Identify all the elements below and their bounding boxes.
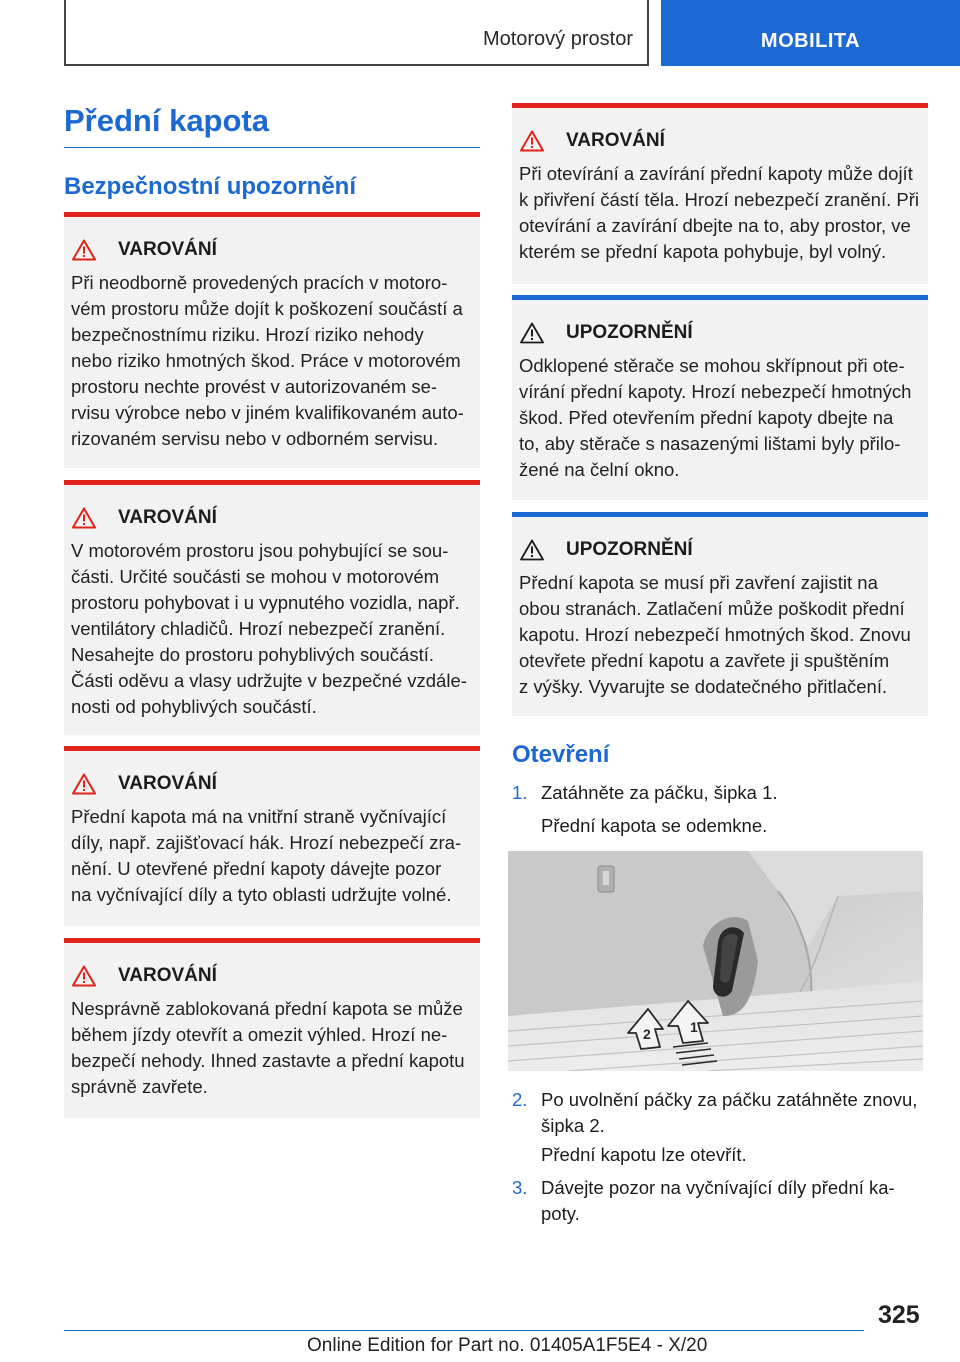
warning-label: VAROVÁNÍ — [118, 965, 217, 986]
page-number: 325 — [878, 1301, 920, 1329]
warning-label: VAROVÁNÍ — [566, 130, 665, 151]
step-number: 1. — [512, 782, 528, 803]
warning-text: Nesprávně zablokovaná přední kapota se může během jízdy otevřít a omezit výhled. Hrozí ne- bezpečí nehody. Ihned zastavte a přední kapotu správně zavřete. — [71, 998, 465, 1097]
warning-box — [64, 480, 480, 735]
step-item — [512, 780, 928, 806]
header-section-label: Motorový prostor — [482, 28, 633, 50]
caution-triangle-icon — [520, 539, 544, 561]
warning-box — [64, 212, 480, 468]
warning-text: Při neodborně provedených pracích v motoro- vém prostoru může dojít k poškození součástí a bezpečnostnímu riziku. Hrozí riziko nehody nebo riziko hmotných škod. Práce v motorovém prostoru nechte provést v autorizovaném se- rvisu výrobce nebo v jiném kvalifikovaném auto- rizovaném servisu nebo v odborném servisu. — [71, 272, 464, 449]
warning-triangle-icon — [72, 773, 96, 795]
footer-edition: Online Edition for Part no. 01405A1F5E4 - X/20 — [307, 1335, 708, 1356]
warning-triangle-icon — [72, 965, 96, 987]
warning-triangle-icon — [520, 130, 544, 152]
caution-box — [512, 295, 928, 500]
warning-text: Přední kapota má na vnitřní straně vyčnívající díly, např. zajišťovací hák. Hrozí nebezpečí zra- nění. U otevřené přední kapoty dávejte pozor na vyčnívající díly a tyto oblasti udržujte volné. — [71, 806, 462, 905]
warning-text: Při otevírání a zavírání přední kapoty může dojít k přivření částí těla. Hrozí nebezpečí zranění. Při otevírání a zavírání dbejte na to, aby prostor, ve kterém se přední kapota pohybuje, byl volný. — [519, 163, 919, 262]
warning-title — [72, 237, 217, 263]
warning-title — [72, 505, 217, 531]
warning-box — [512, 103, 928, 284]
step-text: Zatáhněte za páčku, šipka 1. — [541, 782, 778, 803]
warning-box — [64, 746, 480, 926]
warning-label: VAROVÁNÍ — [118, 507, 217, 528]
caution-title — [520, 537, 693, 563]
caution-text: Odklopené stěrače se mohou skřípnout při ote- vírání přední kapoty. Hrozí nebezpečí hmotných škod. Před otevřením přední kapoty dbejte na to, aby stěrače s nasazenými lištami byly přilo- žené na čelní okno. — [519, 355, 912, 480]
header-chapter-label: MOBILITA — [760, 30, 861, 52]
caution-text: Přední kapota se musí při zavření zajistit na obou stranách. Zatlačení může poškodit přední kapotu. Hrozí nebezpečí hmotných škod. Znovu otevřete přední kapotu a zavřete ji spuštěním z výšky. Vyvarujte se dodatečného přitlačení. — [519, 572, 911, 697]
warning-triangle-icon — [72, 239, 96, 261]
warning-label: VAROVÁNÍ — [118, 239, 217, 260]
warning-box — [64, 938, 480, 1118]
step-text: Po uvolnění páčky za páčku zatáhněte znovu, šipka 2. — [541, 1089, 918, 1136]
warning-title — [72, 963, 217, 989]
header-chapter-tab — [661, 0, 960, 66]
warning-text: V motorovém prostoru jsou pohybující se sou- části. Určité součásti se mohou v motorovém prostoru pohybovat i u vypnutého vozidla, např. ventilátory chladičů. Hrozí nebezpečí zranění. Nesahejte do prostoru pohyblivých součástí. Části oděvu a vlasy udržujte v bezpečné vzdále- nosti od pohyblivých součástí. — [71, 540, 467, 717]
step-number: 3. — [512, 1177, 528, 1198]
caution-label: UPOZORNĚNÍ — [566, 539, 693, 560]
caution-title — [520, 320, 693, 346]
section-heading-safety: Bezpečnostní upozornění — [64, 173, 357, 200]
title-rule — [64, 147, 480, 148]
caution-triangle-icon — [520, 322, 544, 344]
step-item — [512, 1087, 928, 1139]
section-heading-opening: Otevření — [512, 741, 610, 768]
header-section-tab — [64, 0, 649, 66]
caution-label: UPOZORNĚNÍ — [566, 322, 693, 343]
warning-triangle-icon — [72, 507, 96, 529]
step-text: Dávejte pozor na vyčnívající díly přední ka- poty. — [541, 1177, 895, 1224]
page-title: Přední kapota — [64, 103, 269, 138]
step-number: 2. — [512, 1089, 528, 1110]
step-result: Přední kapota se odemkne. — [541, 815, 768, 836]
warning-title — [72, 771, 217, 797]
caution-box — [512, 512, 928, 716]
step-result: Přední kapotu lze otevřít. — [541, 1144, 747, 1165]
hood-release-lever-photo — [508, 851, 923, 1071]
warning-label: VAROVÁNÍ — [118, 773, 217, 794]
step-item — [512, 1175, 928, 1227]
footer-rule — [64, 1330, 864, 1331]
figure-label-arrow-1: 1 — [690, 1019, 698, 1035]
warning-title — [520, 128, 665, 154]
figure-label-arrow-2: 2 — [643, 1026, 651, 1042]
